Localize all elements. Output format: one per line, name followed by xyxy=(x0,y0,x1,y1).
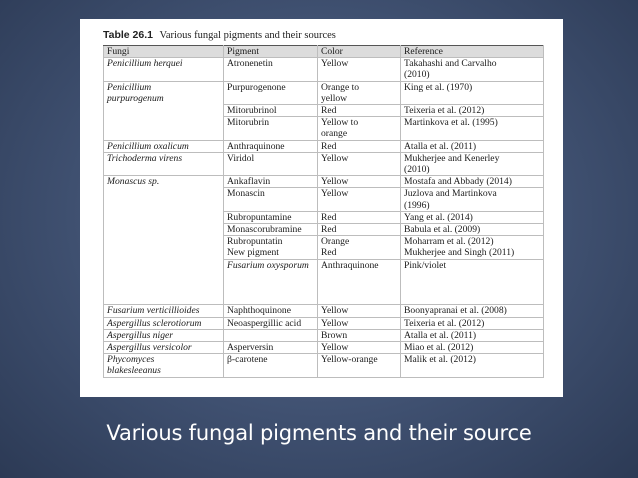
header-reference: Reference xyxy=(401,46,544,58)
table-row xyxy=(104,176,544,188)
cell-pigment: Atronenetin xyxy=(224,58,318,81)
table-row xyxy=(104,140,544,152)
cell-pigment: Mitorubrin xyxy=(224,117,318,140)
fungal-pigments-table xyxy=(103,45,544,378)
cell-color: Orange Red xyxy=(318,236,401,259)
cell-reference: Moharram et al. (2012) Mukherjee and Singh (2011) xyxy=(401,236,544,259)
cell-reference: King et al. (1970) xyxy=(401,81,544,104)
cell-reference: Teixeria et al. (2012) xyxy=(401,105,544,117)
cell-color: Yellow xyxy=(318,58,401,81)
cell-color: Red xyxy=(318,224,401,236)
header-pigment: Pigment xyxy=(224,46,318,58)
cell-color: Yellow to orange xyxy=(318,117,401,140)
cell-pigment xyxy=(224,329,318,341)
table-row xyxy=(104,58,544,81)
cell-reference: Mukherjee and Kenerley (2010) xyxy=(401,152,544,175)
cell-color: Yellow xyxy=(318,305,401,317)
cell-reference: Atalla et al. (2011) xyxy=(401,329,544,341)
cell-pigment: Monascorubramine xyxy=(224,224,318,236)
table-image xyxy=(80,19,563,397)
cell-color: Orange to yellow xyxy=(318,81,401,104)
cell-reference: Miao et al. (2012) xyxy=(401,342,544,354)
cell-reference: Atalla et al. (2011) xyxy=(401,140,544,152)
cell-fungi: Fusarium verticillioides xyxy=(104,305,224,317)
cell-fungi: Monascus sp. xyxy=(104,176,224,305)
table-row xyxy=(104,81,544,104)
header-color: Color xyxy=(318,46,401,58)
cell-fungi: Aspergillus niger xyxy=(104,329,224,341)
cell-fungi: Trichoderma virens xyxy=(104,152,224,175)
cell-reference: Yang et al. (2014) xyxy=(401,211,544,223)
cell-reference: Babula et al. (2009) xyxy=(401,224,544,236)
cell-pigment: Anthraquinone xyxy=(224,140,318,152)
cell-pigment: Anthraquinone xyxy=(318,259,401,305)
cell-color: Yellow xyxy=(318,152,401,175)
slide-caption: Various fungal pigments and their source xyxy=(106,421,532,445)
cell-pigment: Neoaspergillic acid xyxy=(224,317,318,329)
table-row xyxy=(104,342,544,354)
cell-fungi: Aspergillus versicolor xyxy=(104,342,224,354)
cell-pigment: Viridol xyxy=(224,152,318,175)
cell-reference: Martinkova et al. (1995) xyxy=(401,117,544,140)
cell-pigment: Rubropuntamine xyxy=(224,211,318,223)
cell-fungi: Penicillium purpurogenum xyxy=(104,81,224,140)
cell-pigment: Naphthoquinone xyxy=(224,305,318,317)
table-header-row xyxy=(104,46,544,58)
table-row xyxy=(104,152,544,175)
cell-fungi: Fusarium oxysporum xyxy=(224,259,318,305)
cell-color: Yellow-orange xyxy=(318,354,401,377)
cell-reference: Juzlova and Martinkova (1996) xyxy=(401,188,544,211)
cell-pigment: Asperversin xyxy=(224,342,318,354)
table-caption xyxy=(103,29,543,41)
cell-reference: Boonyapranai et al. (2008) xyxy=(401,305,544,317)
header-fungi: Fungi xyxy=(104,46,224,58)
cell-pigment: Rubropuntatin New pigment xyxy=(224,236,318,259)
table-body xyxy=(104,58,544,377)
table-row xyxy=(104,329,544,341)
table-row xyxy=(104,354,544,377)
cell-fungi: Phycomyces blakesleeanus xyxy=(104,354,224,377)
cell-color: Yellow xyxy=(318,317,401,329)
cell-color: Brown xyxy=(318,329,401,341)
cell-color: Yellow xyxy=(318,176,401,188)
cell-fungi: Penicillium herquei xyxy=(104,58,224,81)
cell-reference: Malik et al. (2012) xyxy=(401,354,544,377)
cell-color: Yellow xyxy=(318,188,401,211)
cell-color: Red xyxy=(318,211,401,223)
cell-pigment: Monascin xyxy=(224,188,318,211)
table-row xyxy=(104,317,544,329)
cell-color: Red xyxy=(318,105,401,117)
cell-color: Yellow xyxy=(318,342,401,354)
cell-pigment: Ankaflavin xyxy=(224,176,318,188)
cell-pigment: Purpurogenone xyxy=(224,81,318,104)
cell-fungi: Aspergillus sclerotiorum xyxy=(104,317,224,329)
cell-reference: Takahashi and Carvalho (2010) xyxy=(401,58,544,81)
cell-pigment: Mitorubrinol xyxy=(224,105,318,117)
cell-reference: Mostafa and Abbady (2014) xyxy=(401,176,544,188)
cell-pigment: β-carotene xyxy=(224,354,318,377)
cell-fungi: Penicillium oxalicum xyxy=(104,140,224,152)
table-title: Various fungal pigments and their sources xyxy=(159,30,336,41)
cell-color: Pink/violet xyxy=(401,259,544,305)
table-row xyxy=(104,305,544,317)
cell-color: Red xyxy=(318,140,401,152)
cell-reference: Teixeria et al. (2012) xyxy=(401,317,544,329)
table-number: Table 26.1 xyxy=(103,29,153,41)
